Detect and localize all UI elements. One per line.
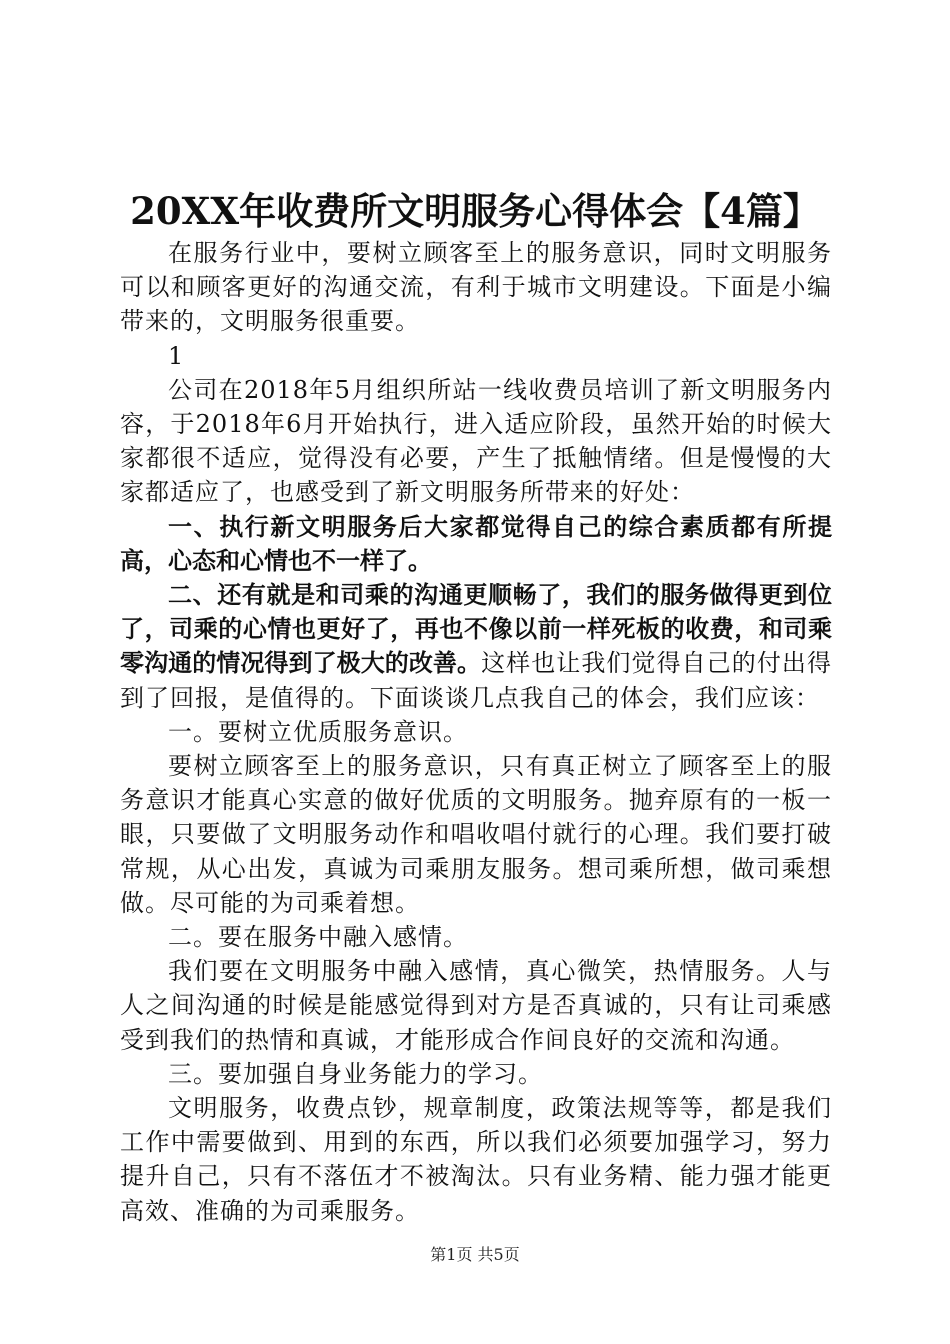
document-title: 20XX年收费所文明服务心得体会【4篇】 (130, 189, 820, 233)
section-number: 1 (168, 341, 185, 370)
paragraph-3: 要树立顾客至上的服务意识，只有真正树立了顾客至上的服务意识才能真心实意的做好优质的文明服务。抛弃原有的一板一眼，只要做了文明服务动作和唱收唱付就行的心理。我们要打破常规，从心出发，真诚为司乘朋友服务。想司乘所想，做司乘想做。尽可能的为司乘着想。 (120, 752, 832, 917)
paragraph-5: 文明服务，收费点钞，规章制度，政策法规等等，都是我们工作中需要做到、用到的东西，所以我们必须要加强学习，努力提升自己，只有不落伍才不被淘汰。只有业务精、能力强才能更高效、准确的为司乘服务。 (120, 1094, 832, 1225)
heading-3: 三。要加强自身业务能力的学习。 (168, 1059, 543, 1088)
document-body (120, 236, 832, 1228)
paragraph-4: 我们要在文明服务中融入感情，真心微笑，热情服务。人与人之间沟通的时候是能感觉得到对方是否真诚的，只有让司乘感受到我们的热情和真诚，才能形成合作间良好的交流和沟通。 (120, 957, 832, 1054)
paragraph-2-tail: 这样也让我们觉得自己的付出得到了回报，是值得的。下面谈谈几点我自己的体会，我们应该： (120, 649, 833, 712)
paragraph-2 (120, 578, 832, 715)
page-footer: 第1页 共5页 (430, 1245, 520, 1264)
heading-2: 二。要在服务中融入感情。 (168, 923, 468, 952)
paragraph-1: 公司在2018年5月组织所站一线收费员培训了新文明服务内容，于2018年6月开始执行，进入适应阶段，虽然开始的时候大家都很不适应，觉得没有必要，产生了抵触情绪。但是慢慢的大家都适应了，也感受到了新文明服务所带来的好处： (120, 375, 832, 507)
bold-point-2: 二、还有就是和司乘的沟通更顺畅了，我们的服务做得更到位了，司乘的心情也更好了，再也不像以前一样死板的收费，和司乘零沟通的情况得到了极大的改善。 (120, 581, 832, 678)
heading-1: 一。要树立优质服务意识。 (168, 717, 468, 746)
intro-paragraph: 在服务行业中，要树立顾客至上的服务意识，同时文明服务可以和顾客更好的沟通交流，有利于城市文明建设。下面是小编带来的，文明服务很重要。 (120, 239, 832, 336)
bold-point-1: 一、执行新文明服务后大家都觉得自己的综合素质都有所提高，心态和心情也不一样了。 (120, 512, 832, 575)
